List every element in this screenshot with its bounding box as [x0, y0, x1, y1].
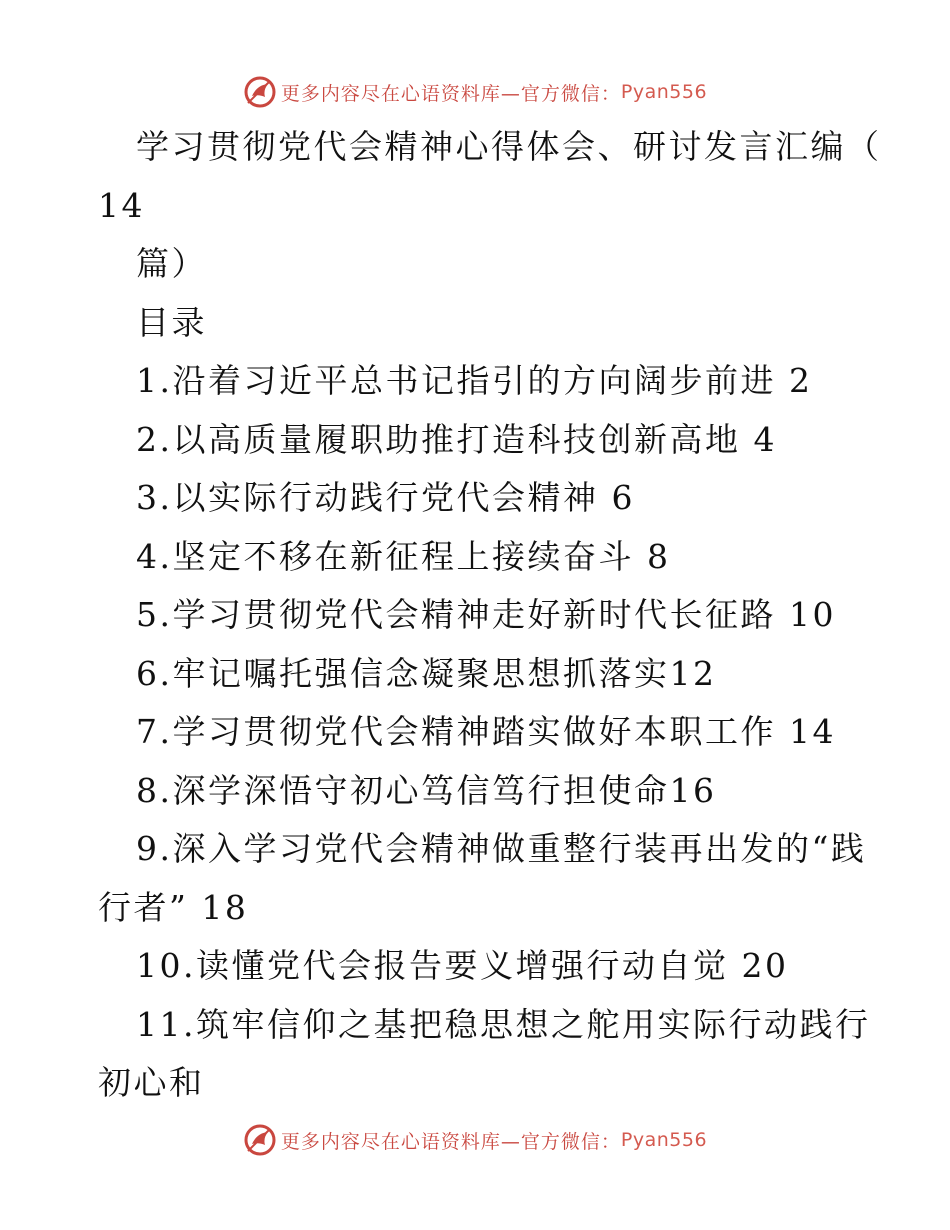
watermark-bottom	[0, 1120, 950, 1160]
toc-item: 10.读懂党代会报告要义增强行动自觉 20	[136, 946, 789, 985]
toc-item: 6.牢记嘱托强信念凝聚思想抓落实12	[136, 653, 717, 693]
brand-logo-icon	[243, 1123, 277, 1157]
watermark-text: 更多内容尽在心语资料库—官方微信：	[280, 1130, 621, 1153]
toc-item: 4.坚定不移在新征程上接续奋斗 8	[136, 536, 671, 576]
document-body	[98, 118, 882, 1113]
document-title-suffix: 篇）	[136, 244, 207, 283]
toc-heading: 目录	[136, 302, 207, 342]
toc-item: 1.沿着习近平总书记指引的方向阔步前进 2	[136, 361, 813, 400]
toc-item: 9.深入学习党代会精神做重整行装再出发的“践	[136, 829, 867, 868]
watermark-handle: Pyan556	[620, 81, 708, 103]
document-title-count: 14	[98, 185, 145, 225]
toc-item: 7.学习贯彻党代会精神踏实做好本职工作 14	[136, 712, 836, 751]
watermark-top	[0, 72, 950, 112]
toc-item: 5.学习贯彻党代会精神走好新时代长征路 10	[136, 595, 836, 634]
watermark-handle: Pyan556	[620, 1129, 708, 1151]
toc-item: 11.筑牢信仰之基把稳思想之舵用实际行动践行	[136, 1004, 871, 1044]
toc-item-continuation: 初心和	[98, 1063, 205, 1102]
brand-logo-icon	[243, 75, 277, 109]
document-title: 学习贯彻党代会精神心得体会、研讨发言汇编（	[136, 127, 882, 166]
watermark-text: 更多内容尽在心语资料库—官方微信：	[280, 82, 621, 105]
toc-item-continuation: 行者” 18	[98, 887, 249, 927]
toc-item: 8.深学深悟守初心笃信笃行担使命16	[136, 770, 717, 810]
toc-item: 3.以实际行动践行党代会精神 6	[136, 478, 635, 517]
toc-item: 2.以高质量履职助推打造科技创新高地 4	[136, 419, 777, 459]
